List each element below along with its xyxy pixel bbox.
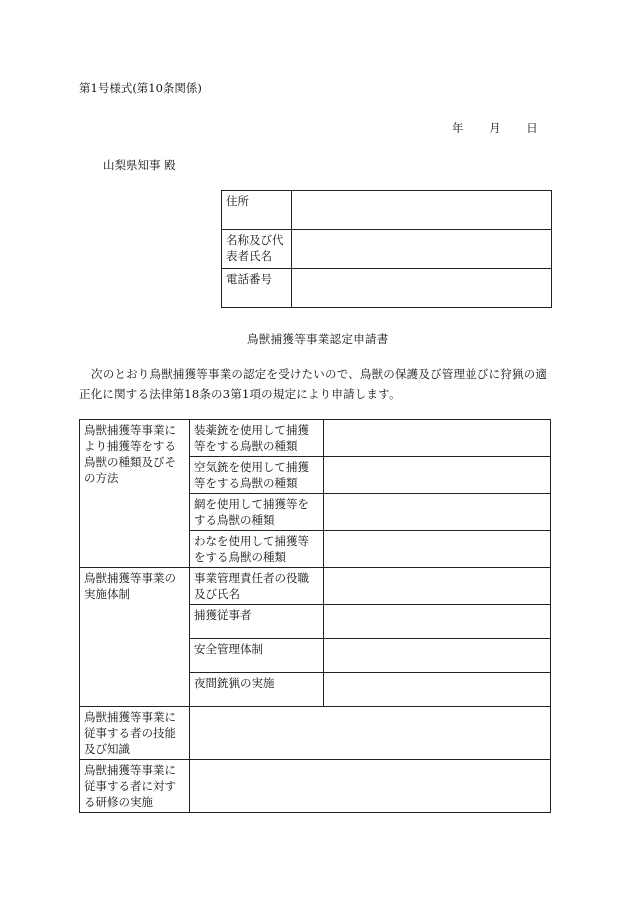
- value-field[interactable]: [324, 639, 551, 673]
- value-field[interactable]: [324, 673, 551, 707]
- section4-label: [80, 760, 190, 813]
- section1-label: [80, 420, 190, 568]
- sub-label: [190, 568, 324, 605]
- name-label: [222, 230, 292, 269]
- phone-field[interactable]: [292, 269, 552, 308]
- document-title: 鳥獣捕獲等事業認定申請書: [247, 332, 389, 346]
- form-number: 第1号様式(第10条関係): [79, 81, 202, 95]
- label-line: る研修の実施: [84, 795, 153, 809]
- detail-table: [79, 419, 551, 813]
- label-line: する鳥獣の種類: [194, 513, 275, 527]
- label-line: 鳥獣捕獲等事業に: [84, 423, 176, 437]
- date-line: 年 月 日: [452, 121, 538, 135]
- label-line: 鳥獣捕獲等事業に: [84, 710, 176, 724]
- label-line: 装薬銃を使用して捕獲: [194, 423, 309, 437]
- label-line: 及び氏名: [194, 587, 240, 601]
- section2-label: [80, 568, 190, 707]
- intro-paragraph: 次のとおり鳥獣捕獲等事業の認定を受けたいので、鳥獣の保護及び管理並びに狩猟の適正化に関する法律第18条の3第1項の規定により申請します。: [79, 367, 548, 401]
- label-line: 鳥獣捕獲等事業の: [84, 571, 176, 585]
- label-line: 網を使用して捕獲等を: [194, 497, 309, 511]
- addressee: 山梨県知事 殿: [103, 158, 176, 172]
- value-field[interactable]: [324, 568, 551, 605]
- label-line: 従事する者に対す: [84, 779, 176, 793]
- label-line: の方法: [84, 471, 119, 485]
- sub-label: [190, 673, 324, 707]
- value-field[interactable]: [324, 457, 551, 494]
- value-field[interactable]: [324, 494, 551, 531]
- name-label-line: 名称及び代: [226, 233, 284, 247]
- label-line: 及び知識: [84, 742, 130, 756]
- label-line: 空気銃を使用して捕獲: [194, 460, 309, 474]
- value-field[interactable]: [324, 531, 551, 568]
- sub-label: [190, 494, 324, 531]
- applicant-table: [221, 190, 552, 308]
- label-line: 鳥獣の種類及びそ: [84, 455, 176, 469]
- label-line: 安全管理体制: [194, 642, 263, 656]
- label-line: わなを使用して捕獲等: [194, 534, 309, 548]
- label-line: をする鳥獣の種類: [194, 550, 286, 564]
- value-field[interactable]: [324, 605, 551, 639]
- value-field[interactable]: [190, 760, 551, 813]
- label-line: 夜間銃猟の実施: [194, 676, 275, 690]
- value-field[interactable]: [190, 707, 551, 760]
- name-field[interactable]: [292, 230, 552, 269]
- section3-label: [80, 707, 190, 760]
- label-line: 実施体制: [84, 587, 130, 601]
- label-line: 従事する者の技能: [84, 726, 176, 740]
- sub-label: [190, 420, 324, 457]
- phone-label: 電話番号: [222, 269, 292, 308]
- address-label: 住所: [222, 191, 292, 230]
- address-field[interactable]: [292, 191, 552, 230]
- sub-label: [190, 457, 324, 494]
- sub-label: [190, 605, 324, 639]
- name-label-line: 表者氏名: [226, 249, 272, 263]
- label-line: 鳥獣捕獲等事業に: [84, 763, 176, 777]
- label-line: より捕獲等をする: [84, 439, 176, 453]
- label-line: 事業管理責任者の役職: [194, 571, 309, 585]
- sub-label: [190, 639, 324, 673]
- sub-label: [190, 531, 324, 568]
- label-line: 捕獲従事者: [194, 608, 252, 622]
- label-line: 等をする鳥獣の種類: [194, 476, 298, 490]
- label-line: 等をする鳥獣の種類: [194, 439, 298, 453]
- value-field[interactable]: [324, 420, 551, 457]
